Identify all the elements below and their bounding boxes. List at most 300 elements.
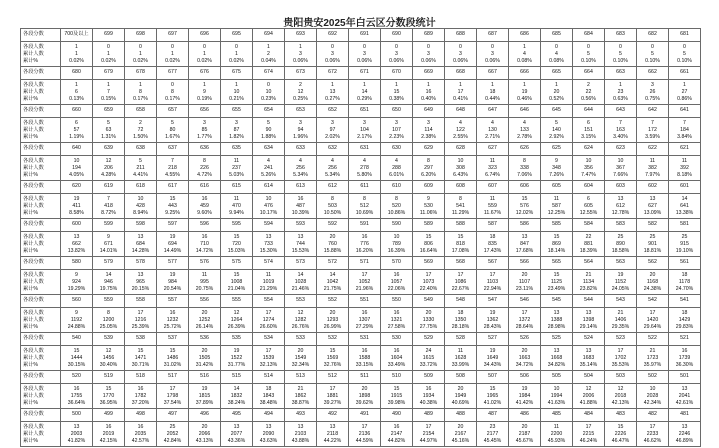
cumulative-percent-value: 32.76%	[323, 361, 342, 368]
cumulative-percent-value: 42.61%	[675, 399, 694, 406]
segment-count-value: 20	[201, 423, 208, 430]
score-cell: 565	[541, 257, 573, 270]
stats-cell	[573, 346, 605, 371]
stats-cell	[605, 42, 637, 67]
stats-cell	[317, 384, 349, 409]
cumulative-count-label: 累计人数	[23, 240, 44, 247]
score-cell: 599	[93, 219, 125, 232]
cumulative-count-value: 1264	[230, 316, 243, 323]
segment-count-value: 20	[521, 347, 528, 354]
segment-count-value: 13	[585, 347, 592, 354]
cumulative-percent-label: 累计%	[23, 285, 38, 292]
cumulative-count-value: 63	[105, 126, 112, 133]
cumulative-percent-value: 0.25%	[293, 95, 308, 102]
score-cell: 615	[221, 181, 253, 194]
segment-count-value: 2	[587, 81, 590, 88]
score-cell: 517	[157, 371, 189, 384]
cumulative-count-value: 1	[75, 50, 78, 57]
cumulative-percent-value: 1.67%	[165, 133, 180, 140]
segment-count-value: 12	[105, 347, 112, 354]
cumulative-percent-label: 累计%	[23, 209, 38, 216]
cumulative-percent-value: 43.88%	[291, 437, 310, 444]
score-cell: 496	[189, 409, 221, 422]
segment-count-value: 1	[75, 43, 78, 50]
cumulative-count-value: 1	[139, 50, 142, 57]
stats-cell	[189, 80, 221, 105]
cumulative-percent-label: 累计%	[23, 95, 38, 102]
score-cell: 587	[477, 219, 509, 232]
cumulative-percent-value: 44.82%	[387, 437, 406, 444]
segment-count-value: 8	[459, 195, 462, 202]
cumulative-count-value: 90	[265, 126, 272, 133]
cumulative-count-value: 23	[617, 88, 624, 95]
cumulative-count-value: 1755	[70, 392, 83, 399]
cumulative-percent-value: 0.15%	[101, 95, 116, 102]
cumulative-count-value: 163	[616, 126, 625, 133]
segment-count-value: 8	[523, 157, 526, 164]
stats-label-cell	[21, 422, 61, 447]
segment-count-value: 17	[457, 271, 464, 278]
cumulative-percent-value: 0.06%	[389, 57, 404, 64]
stats-cell	[605, 118, 637, 143]
score-cell: 519	[93, 371, 125, 384]
cumulative-percent-value: 8.94%	[133, 209, 148, 216]
stats-cell	[221, 80, 253, 105]
cumulative-count-value: 1739	[678, 354, 691, 361]
stats-cell	[125, 194, 157, 219]
segment-count-value: 15	[521, 195, 528, 202]
segment-count-value: 13	[137, 233, 144, 240]
cumulative-percent-value: 7.97%	[645, 171, 660, 178]
score-cell: 584	[573, 219, 605, 232]
cumulative-count-value: 17	[457, 88, 464, 95]
cumulative-percent-value: 8.72%	[101, 209, 116, 216]
segment-count-value: 3	[395, 119, 398, 126]
cumulative-percent-value: 21.29%	[259, 285, 278, 292]
stats-cell	[509, 194, 541, 219]
segment-count-value: 19	[169, 233, 176, 240]
cumulative-percent-value: 9.60%	[197, 209, 212, 216]
cumulative-count-value: 418	[104, 202, 113, 209]
cumulative-percent-value: 26.14%	[195, 323, 214, 330]
cumulative-count-value: 530	[424, 202, 433, 209]
score-cell: 524	[573, 333, 605, 346]
cumulative-count-value: 1388	[550, 316, 563, 323]
score-cell: 563	[605, 257, 637, 270]
stats-cell	[509, 384, 541, 409]
cumulative-percent-value: 0.75%	[645, 95, 660, 102]
cumulative-count-value: 1881	[326, 392, 339, 399]
stats-cell	[637, 270, 669, 295]
stats-cell	[157, 346, 189, 371]
cumulative-count-value: 1994	[550, 392, 563, 399]
cumulative-count-value: 5	[651, 50, 654, 57]
stats-cell	[61, 346, 93, 371]
cumulative-count-value: 297	[424, 164, 433, 171]
cumulative-count-value: 1588	[358, 354, 371, 361]
cumulative-percent-value: 0.19%	[197, 95, 212, 102]
stats-cell	[381, 270, 413, 295]
cumulative-count-value: 503	[328, 202, 337, 209]
cumulative-percent-value: 6.01%	[389, 171, 404, 178]
cumulative-count-value: 1604	[390, 354, 403, 361]
cumulative-count-value: 3	[331, 50, 334, 57]
score-cell: 683	[605, 29, 637, 42]
stats-cell	[349, 270, 381, 295]
segment-count-value: 3	[299, 119, 302, 126]
score-cell: 504	[573, 371, 605, 384]
cumulative-count-value: 1444	[70, 354, 83, 361]
cumulative-percent-value: 6.43%	[453, 171, 468, 178]
cumulative-percent-value: 33.49%	[387, 361, 406, 368]
score-cell: 577	[157, 257, 189, 270]
score-cell: 499	[93, 409, 125, 422]
segment-count-value: 19	[169, 271, 176, 278]
score-cell: 614	[253, 181, 285, 194]
cumulative-percent-value: 1.19%	[69, 133, 84, 140]
stats-cell	[317, 80, 349, 105]
cumulative-count-value: 2066	[198, 430, 211, 437]
stats-cell	[509, 118, 541, 143]
score-cell: 579	[93, 257, 125, 270]
stats-cell	[445, 118, 477, 143]
score-cell: 695	[221, 29, 253, 42]
cumulative-count-value: 3	[427, 50, 430, 57]
stats-cell	[349, 156, 381, 181]
score-header-row	[21, 371, 701, 384]
segment-count-value: 0	[683, 43, 686, 50]
score-cell: 698	[125, 29, 157, 42]
cumulative-count-value: 104	[360, 126, 369, 133]
stats-cell	[61, 118, 93, 143]
segment-count-value: 17	[425, 271, 432, 278]
cumulative-percent-value: 30.15%	[67, 361, 86, 368]
cumulative-percent-value: 46.89%	[675, 437, 694, 444]
segment-count-value: 0	[395, 43, 398, 50]
stats-cell	[317, 346, 349, 371]
score-cell: 573	[285, 257, 317, 270]
score-cell: 508	[445, 371, 477, 384]
segment-count-value: 12	[585, 385, 592, 392]
score-cell: 635	[221, 143, 253, 156]
cumulative-percent-value: 32.34%	[291, 361, 310, 368]
stats-cell	[477, 156, 509, 181]
segment-count-value: 8	[395, 195, 398, 202]
cumulative-percent-value: 0.29%	[357, 95, 372, 102]
score-cell: 622	[637, 143, 669, 156]
stats-cell	[221, 118, 253, 143]
stats-cell	[541, 156, 573, 181]
segment-count-value: 1	[331, 81, 334, 88]
segment-count-value: 10	[73, 157, 80, 164]
cumulative-count-value: 1429	[678, 316, 691, 323]
stats-cell	[477, 384, 509, 409]
score-cell: 626	[509, 143, 541, 156]
segment-count-value: 15	[73, 347, 80, 354]
segment-count-value: 20	[201, 347, 208, 354]
cumulative-count-value: 5	[619, 50, 622, 57]
segment-count-value: 4	[395, 157, 398, 164]
cumulative-percent-value: 29.83%	[675, 323, 694, 330]
cumulative-percent-value: 2.23%	[389, 133, 404, 140]
cumulative-count-value: 10	[233, 88, 240, 95]
cumulative-count-value: 218	[168, 164, 177, 171]
score-cell: 531	[349, 333, 381, 346]
segment-count-value: 23	[489, 423, 496, 430]
cumulative-count-value: 2041	[678, 392, 691, 399]
stats-cell	[477, 270, 509, 295]
stats-cell	[61, 422, 93, 447]
stats-cell	[637, 308, 669, 333]
score-cell: 593	[285, 219, 317, 232]
cumulative-percent-value: 29.14%	[579, 323, 598, 330]
score-cell: 616	[189, 181, 221, 194]
stats-cell	[541, 308, 573, 333]
stats-cell	[381, 232, 413, 257]
segment-count-value: 16	[393, 271, 400, 278]
stats-cell	[61, 384, 93, 409]
cumulative-percent-value: 0.02%	[229, 57, 244, 64]
cumulative-percent-value: 9.25%	[165, 209, 180, 216]
segment-count-value: 5	[107, 119, 110, 126]
stats-cell	[93, 118, 125, 143]
score-cell: 602	[637, 181, 669, 194]
stats-cell	[381, 156, 413, 181]
stats-row	[21, 346, 701, 371]
score-cell: 662	[637, 67, 669, 80]
cumulative-percent-value: 42.15%	[99, 437, 118, 444]
cumulative-count-value: 2200	[550, 430, 563, 437]
score-cell: 631	[349, 143, 381, 156]
segment-count-value: 11	[681, 157, 688, 164]
cumulative-percent-value: 34.82%	[547, 361, 566, 368]
score-header-row	[21, 409, 701, 422]
segment-count-value: 17	[361, 271, 368, 278]
cumulative-count-value: 2006	[582, 392, 595, 399]
stats-cell	[253, 232, 285, 257]
segment-count-label: 各段人数	[23, 309, 44, 316]
cumulative-percent-value: 4.05%	[69, 171, 84, 178]
segment-count-value: 21	[585, 271, 592, 278]
cumulative-count-value: 1539	[262, 354, 275, 361]
cumulative-count-label: 累计人数	[23, 126, 44, 133]
segment-count-value: 13	[137, 271, 144, 278]
stats-row	[21, 156, 701, 181]
cumulative-percent-value: 46.47%	[611, 437, 630, 444]
cumulative-count-value: 256	[296, 164, 305, 171]
score-label: 各段分数	[21, 409, 61, 422]
segment-count-value: 18	[489, 233, 496, 240]
stats-cell	[189, 346, 221, 371]
stats-cell	[61, 194, 93, 219]
score-cell: 541	[669, 295, 701, 308]
stats-cell	[221, 384, 253, 409]
cumulative-percent-value: 16.39%	[387, 247, 406, 254]
cumulative-percent-value: 20.54%	[163, 285, 182, 292]
segment-count-value: 0	[459, 43, 462, 50]
score-cell: 684	[573, 29, 605, 42]
stats-cell	[61, 156, 93, 181]
segment-count-value: 14	[233, 385, 240, 392]
cumulative-percent-value: 11.06%	[419, 209, 438, 216]
cumulative-percent-value: 10.50%	[323, 209, 342, 216]
segment-count-value: 17	[137, 309, 144, 316]
segment-count-value: 25	[649, 233, 656, 240]
cumulative-percent-value: 14.01%	[99, 247, 118, 254]
cumulative-percent-value: 0.06%	[485, 57, 500, 64]
cumulative-count-value: 1372	[518, 316, 531, 323]
segment-count-value: 11	[649, 157, 656, 164]
stats-cell	[349, 80, 381, 105]
score-cell: 598	[125, 219, 157, 232]
segment-count-value: 13	[553, 309, 560, 316]
cumulative-count-value: 541	[456, 202, 465, 209]
score-label: 各段分数	[21, 257, 61, 270]
cumulative-percent-label: 累计%	[23, 247, 38, 254]
cumulative-count-value: 323	[488, 164, 497, 171]
stats-cell	[669, 384, 701, 409]
stats-row	[21, 270, 701, 295]
segment-count-value: 5	[139, 157, 142, 164]
score-cell: 591	[349, 219, 381, 232]
score-cell: 636	[189, 143, 221, 156]
cumulative-percent-value: 41.63%	[547, 399, 566, 406]
segment-count-value: 21	[649, 347, 656, 354]
stats-label-cell	[21, 308, 61, 333]
cumulative-count-value: 1152	[614, 278, 627, 285]
stats-cell	[221, 422, 253, 447]
cumulative-count-value: 107	[392, 126, 401, 133]
cumulative-count-value: 256	[328, 164, 337, 171]
score-cell: 657	[157, 105, 189, 118]
segment-count-value: 16	[105, 423, 112, 430]
score-cell: 553	[285, 295, 317, 308]
stats-cell	[509, 42, 541, 67]
score-cell: 482	[637, 409, 669, 422]
segment-count-value: 17	[585, 423, 592, 430]
cumulative-percent-value: 42.34%	[643, 399, 662, 406]
cumulative-percent-value: 22.94%	[483, 285, 502, 292]
segment-count-value: 7	[107, 195, 110, 202]
score-cell: 642	[637, 105, 669, 118]
score-cell: 621	[669, 143, 701, 156]
segment-count-value: 9	[107, 233, 110, 240]
cumulative-percent-value: 15.03%	[227, 247, 246, 254]
cumulative-percent-value: 0.10%	[645, 57, 660, 64]
segment-count-value: 1	[523, 81, 526, 88]
cumulative-count-value: 1398	[582, 316, 595, 323]
stats-cell	[125, 232, 157, 257]
score-cell: 690	[381, 29, 413, 42]
cumulative-count-value: 1307	[358, 316, 371, 323]
score-cell: 580	[61, 257, 93, 270]
cumulative-percent-value: 21.96%	[355, 285, 374, 292]
segment-count-value: 1	[235, 81, 238, 88]
score-cell: 490	[381, 409, 413, 422]
stats-cell	[445, 232, 477, 257]
score-cell: 686	[509, 29, 541, 42]
cumulative-percent-value: 33.99%	[451, 361, 470, 368]
score-cell: 592	[317, 219, 349, 232]
cumulative-count-value: 428	[136, 202, 145, 209]
score-cell: 644	[573, 105, 605, 118]
cumulative-percent-value: 0.06%	[421, 57, 436, 64]
cumulative-count-label: 累计人数	[23, 392, 44, 399]
score-cell: 668	[445, 67, 477, 80]
segment-count-value: 0	[235, 43, 238, 50]
cumulative-count-value: 1042	[326, 278, 339, 285]
cumulative-count-value: 1086	[454, 278, 467, 285]
score-cell: 633	[285, 143, 317, 156]
stats-cell	[253, 346, 285, 371]
score-cell: 637	[157, 143, 189, 156]
score-cell: 641	[669, 105, 701, 118]
score-cell: 509	[413, 371, 445, 384]
segment-count-value: 15	[233, 233, 240, 240]
segment-count-value: 19	[201, 385, 208, 392]
cumulative-percent-value: 35.53%	[611, 361, 630, 368]
stats-cell	[93, 42, 125, 67]
cumulative-percent-value: 5.80%	[357, 171, 372, 178]
cumulative-percent-label: 累计%	[23, 437, 38, 444]
stats-cell	[189, 194, 221, 219]
cumulative-count-value: 1107	[518, 278, 531, 285]
stats-row	[21, 80, 701, 105]
stats-cell	[509, 80, 541, 105]
cumulative-count-value: 2	[267, 50, 270, 57]
cumulative-percent-value: 5.34%	[293, 171, 308, 178]
score-distribution-table	[20, 28, 701, 447]
cumulative-count-value: 85	[201, 126, 208, 133]
score-cell: 523	[605, 333, 637, 346]
segment-count-value: 0	[171, 43, 174, 50]
cumulative-count-value: 3	[363, 50, 366, 57]
stats-cell	[349, 422, 381, 447]
cumulative-count-value: 1843	[262, 392, 275, 399]
cumulative-count-value: 1362	[486, 316, 499, 323]
segment-count-value: 16	[73, 385, 80, 392]
stats-label-cell	[21, 270, 61, 295]
cumulative-percent-value: 0.06%	[357, 57, 372, 64]
score-cell: 485	[541, 409, 573, 422]
score-cell: 618	[125, 181, 157, 194]
cumulative-percent-value: 15.53%	[291, 247, 310, 254]
cumulative-percent-value: 2.78%	[517, 133, 532, 140]
segment-count-value: 20	[361, 385, 368, 392]
segment-count-value: 15	[489, 385, 496, 392]
stats-cell	[157, 270, 189, 295]
segment-count-value: 4	[267, 157, 270, 164]
segment-count-value: 13	[585, 309, 592, 316]
cumulative-count-value: 26	[649, 88, 656, 95]
segment-count-value: 12	[617, 385, 624, 392]
cumulative-percent-value: 1.50%	[133, 133, 148, 140]
segment-count-value: 21	[617, 309, 624, 316]
cumulative-count-value: 924	[72, 278, 81, 285]
score-cell: 634	[253, 143, 285, 156]
score-cell: 561	[669, 257, 701, 270]
cumulative-count-value: 356	[584, 164, 593, 171]
cumulative-count-value: 1486	[166, 354, 179, 361]
cumulative-count-value: 576	[520, 202, 529, 209]
cumulative-count-value: 835	[488, 240, 497, 247]
segment-count-value: 10	[649, 385, 656, 392]
page-title: 贵阳贵安2025年白云区分数段统计	[283, 18, 436, 29]
score-cell: 590	[381, 219, 413, 232]
score-header-row	[21, 219, 701, 232]
stats-cell	[285, 270, 317, 295]
cumulative-percent-value: 0.38%	[389, 95, 404, 102]
